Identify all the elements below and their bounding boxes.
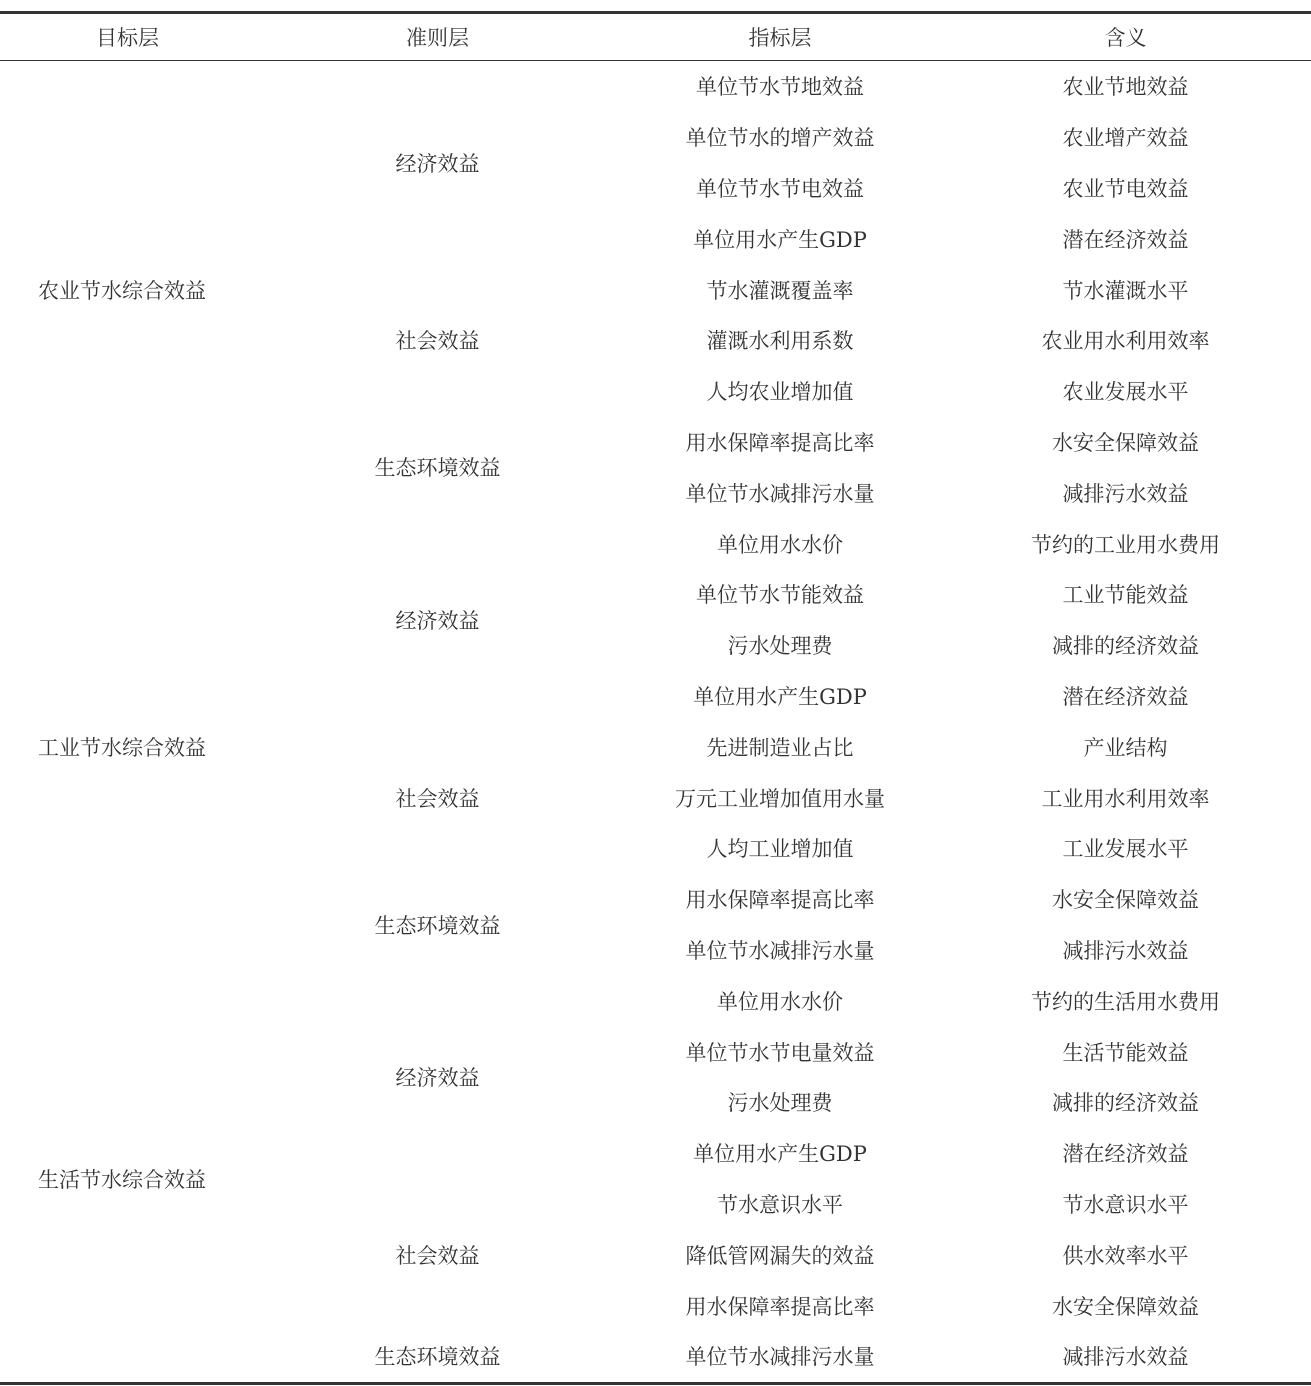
indicator-cell: 人均农业增加值 [706,380,854,405]
meaning-cell: 节水意识水平 [1062,1192,1189,1217]
indicator-cell: 降低管网漏失的效益 [685,1243,875,1268]
indicator-cell: 节水意识水平 [717,1192,843,1217]
table-row [0,61,1311,112]
indicator-cell: 单位节水节电量效益 [685,1040,875,1065]
criterion-cell: 社会效益 [395,1243,480,1268]
meaning-cell: 减排的经济效益 [1052,1091,1199,1116]
header-goal: 目标层 [0,13,255,61]
meaning-cell: 节约的生活用水费用 [1031,989,1220,1014]
indicator-cell: 万元工业增加值用水量 [675,786,885,811]
header-meaning: 含义 [940,13,1311,61]
criterion-cell: 生态环境效益 [374,913,501,938]
meaning-cell: 水安全保障效益 [1052,888,1199,913]
indicator-cell: 单位节水减排污水量 [685,481,875,506]
criterion-cell: 经济效益 [395,151,480,176]
indicator-cell: 单位节水节能效益 [696,583,864,608]
meaning-cell: 节水灌溉水平 [1062,278,1189,303]
meaning-cell: 农业发展水平 [1062,380,1189,405]
criterion-cell: 经济效益 [395,608,480,633]
indicator-cell: 先进制造业占比 [706,735,854,760]
indicator-cell: 用水保障率提高比率 [685,888,875,913]
indicator-cell: 污水处理费 [727,634,833,659]
criterion-cell: 生态环境效益 [374,456,501,481]
indicator-table [0,11,1311,1385]
indicator-cell: 单位节水节电效益 [696,176,864,201]
indicator-cell: 灌溉水利用系数 [706,329,854,354]
indicator-cell: 单位用水产生GDP [693,684,867,709]
meaning-cell: 农业增产效益 [1062,126,1189,151]
header-criterion: 准则层 [255,13,620,61]
indicator-cell: 单位节水减排污水量 [685,938,875,963]
indicator-cell: 单位用水产生GDP [693,1142,867,1167]
table-body [0,61,1311,1384]
meaning-cell: 减排污水效益 [1062,1345,1189,1370]
meaning-cell: 产业结构 [1083,735,1168,760]
meaning-cell: 减排污水效益 [1062,938,1189,963]
table-row [0,975,1311,1026]
indicator-cell: 节水灌溉覆盖率 [706,278,854,303]
meaning-cell: 减排污水效益 [1062,481,1189,506]
header-indicator: 指标层 [620,13,940,61]
indicator-cell: 单位节水减排污水量 [685,1345,875,1370]
meaning-cell: 节约的工业用水费用 [1031,532,1220,557]
meaning-cell: 农业节地效益 [1062,75,1189,100]
criterion-cell: 经济效益 [395,1065,480,1090]
indicator-cell: 用水保障率提高比率 [685,430,875,455]
meaning-cell: 潜在经济效益 [1062,1142,1189,1167]
indicator-cell: 单位节水节地效益 [696,75,864,100]
criterion-cell: 社会效益 [395,786,480,811]
meaning-cell: 农业节电效益 [1062,176,1189,201]
table-row [0,518,1311,569]
meaning-cell: 工业发展水平 [1062,837,1189,862]
indicator-cell: 单位用水水价 [717,532,843,557]
criterion-cell: 社会效益 [395,329,480,354]
header-row [0,13,1311,61]
meaning-cell: 生活节能效益 [1062,1040,1189,1065]
meaning-cell: 水安全保障效益 [1052,430,1199,455]
criterion-cell: 生态环境效益 [374,1345,501,1370]
goal-cell: 工业节水综合效益 [38,735,206,760]
indicator-cell: 单位用水水价 [717,989,843,1014]
indicator-cell: 人均工业增加值 [706,837,854,862]
meaning-cell: 供水效率水平 [1062,1243,1189,1268]
meaning-cell: 水安全保障效益 [1052,1294,1199,1319]
indicator-cell: 用水保障率提高比率 [685,1294,875,1319]
meaning-cell: 潜在经济效益 [1062,684,1189,709]
goal-cell: 农业节水综合效益 [38,278,206,303]
indicator-cell: 单位节水的增产效益 [685,126,875,151]
indicator-cell: 污水处理费 [727,1091,833,1116]
meaning-cell: 农业用水利用效率 [1041,329,1210,354]
meaning-cell: 潜在经济效益 [1062,227,1189,252]
meaning-cell: 减排的经济效益 [1052,634,1199,659]
meaning-cell: 工业用水利用效率 [1041,786,1210,811]
indicator-cell: 单位用水产生GDP [693,227,867,252]
goal-cell: 生活节水综合效益 [38,1167,206,1192]
meaning-cell: 工业节能效益 [1062,583,1189,608]
